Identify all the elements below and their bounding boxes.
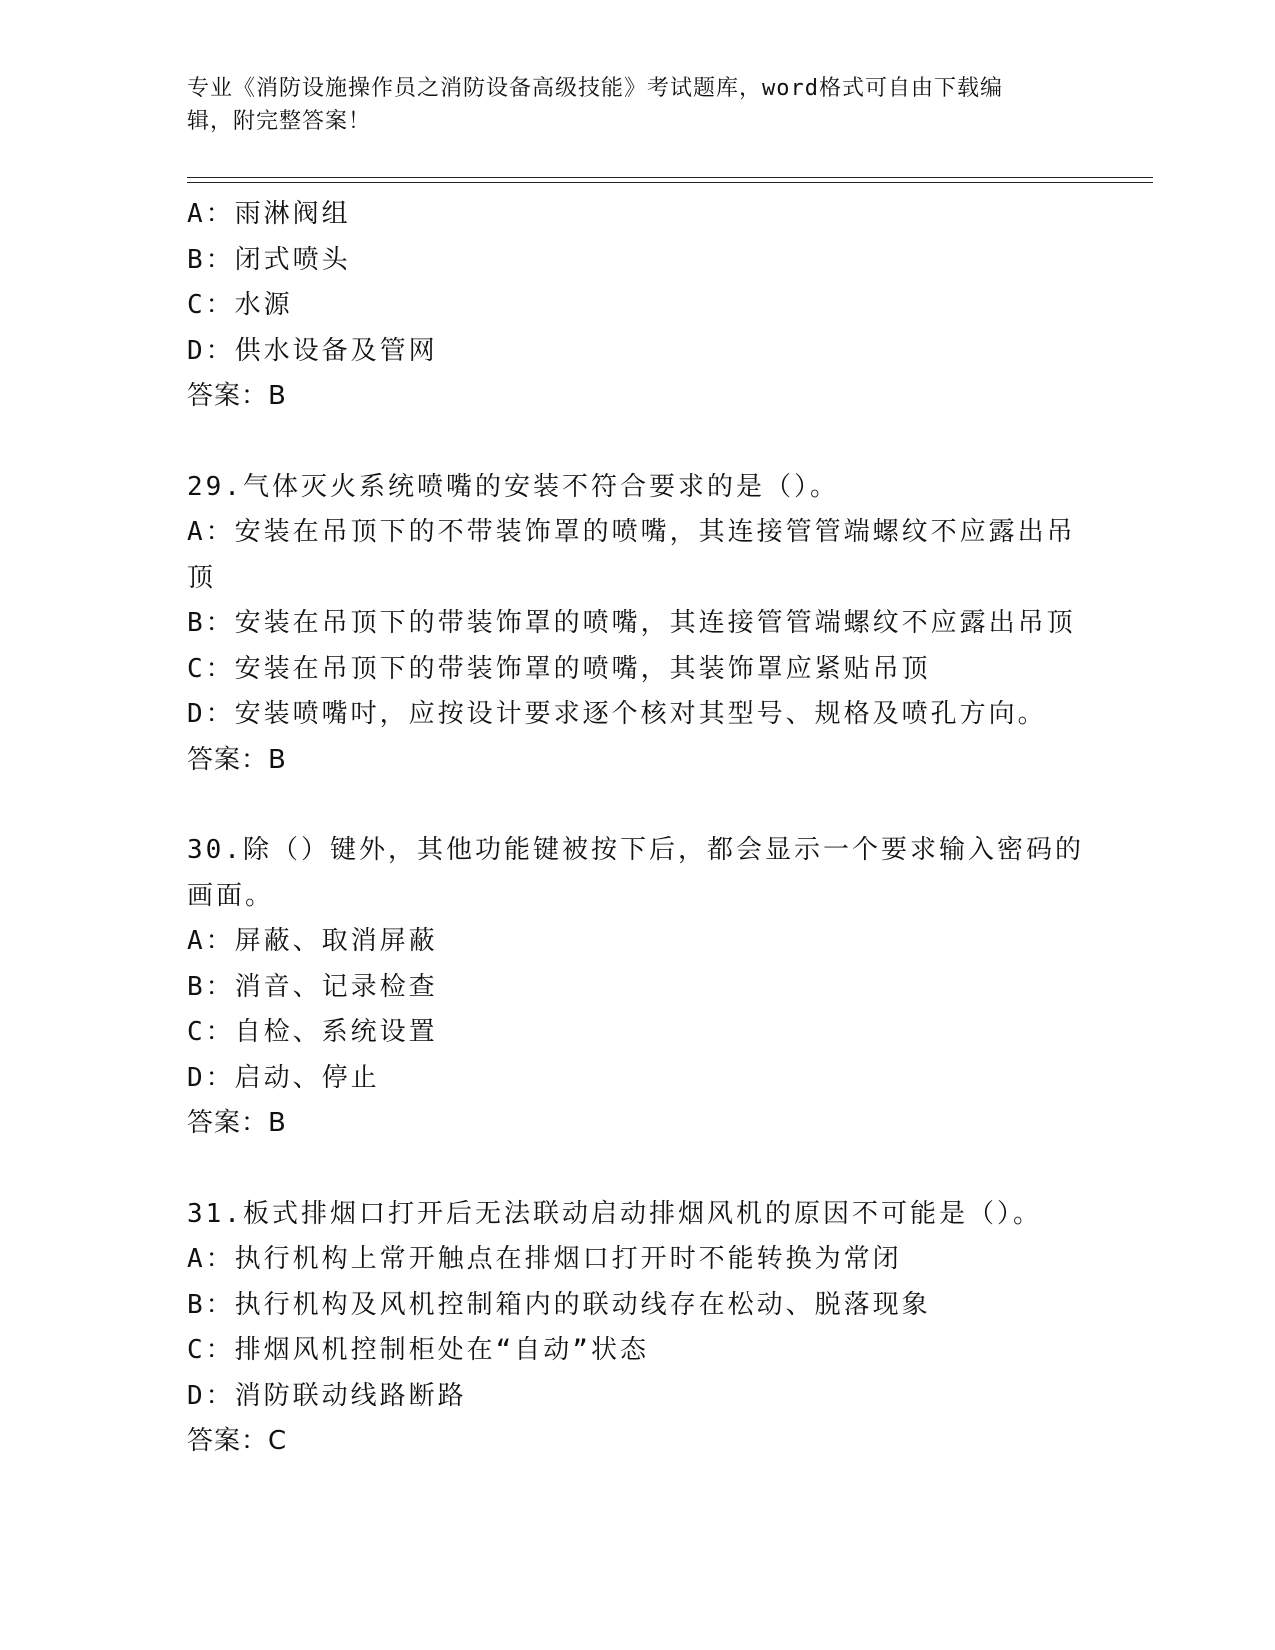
option-b: B：闭式喷头 xyxy=(187,244,351,275)
option-a: A：执行机构上常开触点在排烟口打开时不能转换为常闭 xyxy=(187,1244,902,1274)
option-c: C：安装在吊顶下的带装饰罩的喷嘴，其装饰罩应紧贴吊顶 xyxy=(187,653,931,684)
option-c: C：自检、系统设置 xyxy=(187,1017,438,1047)
answer: 答案：B xyxy=(187,1108,287,1138)
question-30 xyxy=(187,828,1087,1147)
option-b: B：消音、记录检查 xyxy=(187,971,438,1002)
answer: 答案：B xyxy=(187,744,287,775)
option-a-continued: 顶 xyxy=(187,562,217,593)
question-spacer xyxy=(187,783,1087,828)
option-b: B：安装在吊顶下的带装饰罩的喷嘴，其连接管管端螺纹不应露出吊顶 xyxy=(187,608,1076,638)
document-header xyxy=(187,72,1067,138)
option-a: A：安装在吊顶下的不带装饰罩的喷嘴，其连接管管端螺纹不应露出吊 xyxy=(187,517,1076,547)
option-d: D：供水设备及管网 xyxy=(187,335,438,366)
header-divider-bottom xyxy=(187,182,1153,183)
question-29 xyxy=(187,465,1087,784)
question-spacer xyxy=(187,1147,1087,1192)
question-stem: 30.除（）键外，其他功能键被按下后，都会显示一个要求输入密码的 xyxy=(187,835,1084,865)
question-list xyxy=(187,192,1087,1465)
question-31 xyxy=(187,1192,1087,1465)
answer: 答案：C xyxy=(187,1426,288,1456)
answer: 答案：B xyxy=(187,381,287,411)
header-line-2: 辑，附完整答案！ xyxy=(187,109,372,134)
option-b: B：执行机构及风机控制箱内的联动线存在松动、脱落现象 xyxy=(187,1289,931,1320)
option-d: D：启动、停止 xyxy=(187,1062,380,1093)
question-stem: 31.板式排烟口打开后无法联动启动排烟风机的原因不可能是（）。 xyxy=(187,1198,1042,1229)
option-c: C：排烟风机控制柜处在“自动”状态 xyxy=(187,1335,649,1365)
header-divider-top xyxy=(187,177,1153,178)
option-a: A：雨淋阀组 xyxy=(187,199,351,229)
option-c: C：水源 xyxy=(187,290,293,320)
question-28 xyxy=(187,192,1087,420)
option-d: D：安装喷嘴吋，应按设计要求逐个核对其型号、规格及喷孔方向。 xyxy=(187,699,1047,729)
option-d: D：消防联动线路断路 xyxy=(187,1380,467,1411)
question-stem-continued: 画面。 xyxy=(187,880,275,911)
question-stem: 29.气体灭火系统喷嘴的安装不符合要求的是（）。 xyxy=(187,471,839,502)
header-line-1: 专业《消防设施操作员之消防设备高级技能》考试题库，word格式可自由下载编 xyxy=(187,76,1003,101)
question-spacer xyxy=(187,420,1087,465)
option-a: A：屏蔽、取消屏蔽 xyxy=(187,926,438,956)
